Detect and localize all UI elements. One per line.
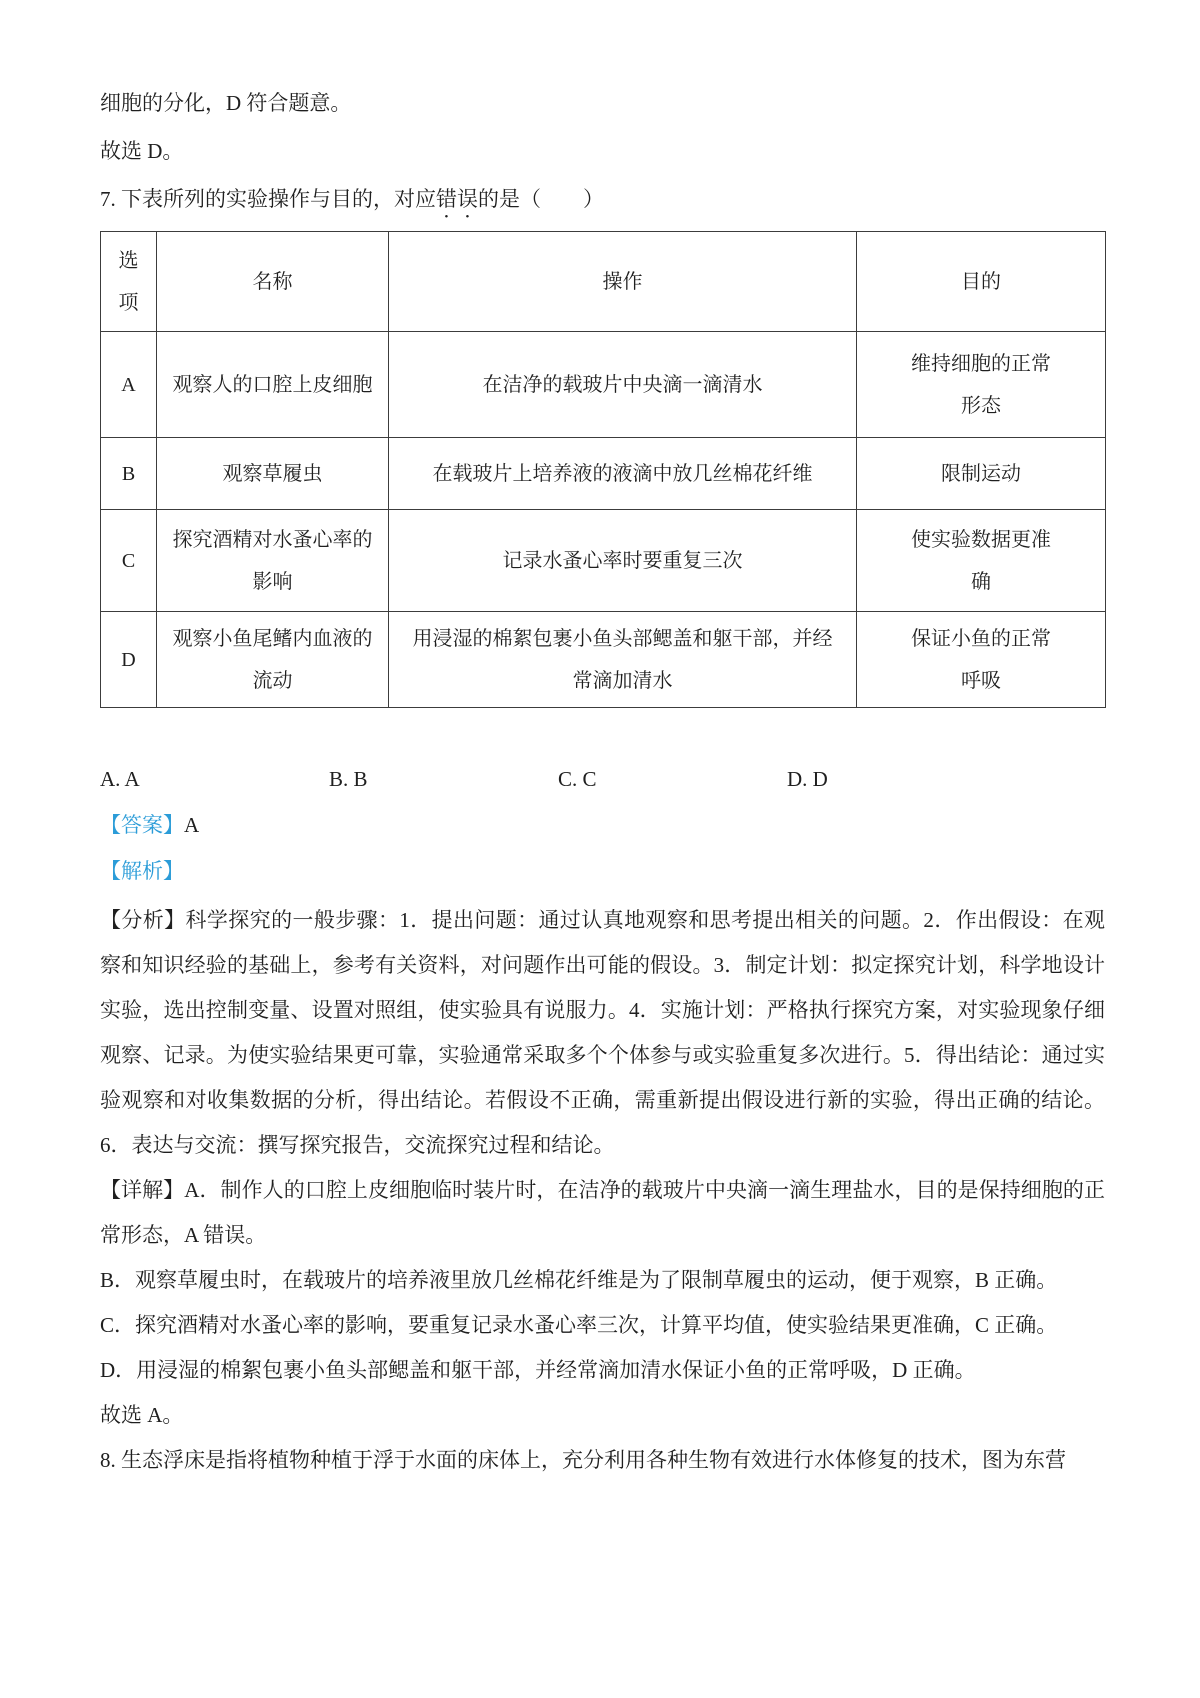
table-cell-name: 观察小鱼尾鳍内血液的流动: [157, 612, 389, 708]
table-row-b: [101, 438, 1106, 510]
detail-d: D．用浸湿的棉絮包裹小鱼头部鳃盖和躯干部，并经常滴加清水保证小鱼的正常呼吸，D 正确。: [100, 1358, 976, 1382]
explanation-label-line: [100, 856, 1105, 886]
table-cell-operation: 用浸湿的棉絮包裹小鱼头部鳃盖和躯干部，并经常滴加清水: [389, 612, 857, 708]
detail-c: C．探究酒精对水蚤心率的影响，要重复记录水蚤心率三次，计算平均值，使实验结果更准确，C 正确。: [100, 1313, 1058, 1337]
detail-conclusion: 故选 A。: [100, 1403, 184, 1427]
table-cell-option: B: [101, 438, 157, 510]
previous-answer-conclusion: 故选 D。: [100, 139, 184, 163]
table-header-option: 选项: [101, 232, 157, 332]
answer-value: A: [184, 813, 200, 837]
table-cell-name: 探究酒精对水蚤心率的影响: [157, 510, 389, 612]
table-cell-operation: 记录水蚤心率时要重复三次: [389, 510, 857, 612]
explanation-label: 【解析】: [100, 859, 184, 883]
table-cell-operation: 在载玻片上培养液的液滴中放几丝棉花纤维: [389, 438, 857, 510]
question7-stem-suffix: 的是（ ）: [478, 187, 604, 211]
question8-stem: 8. 生态浮床是指将植物种植于浮于水面的床体上，充分利用各种生物有效进行水体修复的技术，图为东营: [100, 1448, 1066, 1472]
table-row-d: [101, 612, 1106, 708]
table-header-operation: 操作: [389, 232, 857, 332]
table-cell-purpose: 保证小鱼的正常呼吸: [857, 612, 1106, 708]
table-cell-name: 观察人的口腔上皮细胞: [157, 332, 389, 438]
table-cell-purpose: 限制运动: [857, 438, 1106, 510]
table-cell-purpose: 使实验数据更准确: [857, 510, 1106, 612]
choice-d: D. D: [787, 767, 828, 791]
analysis-paragraph: 【分析】科学探究的一般步骤：1．提出问题：通过认真地观察和思考提出相关的问题。2．作出假设：在观察和知识经验的基础上，参考有关资料，对问题作出可能的假设。3．制定计划：拟定探究计划，科学地设计实验，选出控制变量、设置对照组，使实验具有说服力。4．实施计划：严格执行探究方案，对实验现象仔细观察、记录。为使实验结果更可靠，实验通常采取多个个体参与或实验重复多次进行。5．得出结论：通过实验观察和对收集数据的分析，得出结论。若假设不正确，需重新提出假设进行新的实验，得出正确的结论。6．表达与交流：撰写探究报告，交流探究过程和结论。: [100, 908, 1105, 1157]
detail-a: 【详解】A．制作人的口腔上皮细胞临时装片时，在洁净的载玻片中央滴一滴生理盐水，目的是保持细胞的正常形态，A 错误。: [100, 1178, 1105, 1247]
choice-c: C. C: [558, 767, 597, 791]
table-header-name: 名称: [157, 232, 389, 332]
question7-stem-prefix: 7. 下表所列的实验操作与目的，对应: [100, 187, 436, 211]
table-header-purpose: 目的: [857, 232, 1106, 332]
detail-explanations: [100, 1168, 1105, 1438]
question7-choices-row: [100, 764, 1105, 794]
table-row-c: [101, 510, 1106, 612]
question7-stem: [100, 184, 1105, 223]
detail-b: B．观察草履虫时，在载玻片的培养液里放几丝棉花纤维是为了限制草履虫的运动，便于观察，B 正确。: [100, 1268, 1058, 1292]
table-header-row: [101, 232, 1106, 332]
answer-label: 【答案】: [100, 813, 184, 837]
table-row-a: [101, 332, 1106, 438]
choice-b: B. B: [329, 767, 368, 791]
table-cell-option: C: [101, 510, 157, 612]
table-cell-name: 观察草履虫: [157, 438, 389, 510]
table-cell-option: D: [101, 612, 157, 708]
choice-a: A. A: [100, 767, 140, 791]
table-cell-purpose: 维持细胞的正常形态: [857, 332, 1106, 438]
question7-table: [100, 231, 1106, 708]
question7-stem-emphasis: 错误: [436, 187, 478, 211]
table-cell-option: A: [101, 332, 157, 438]
answer-line: [100, 810, 1105, 840]
table-cell-operation: 在洁净的载玻片中央滴一滴清水: [389, 332, 857, 438]
previous-answer-tail-line: 细胞的分化，D 符合题意。: [100, 91, 352, 115]
